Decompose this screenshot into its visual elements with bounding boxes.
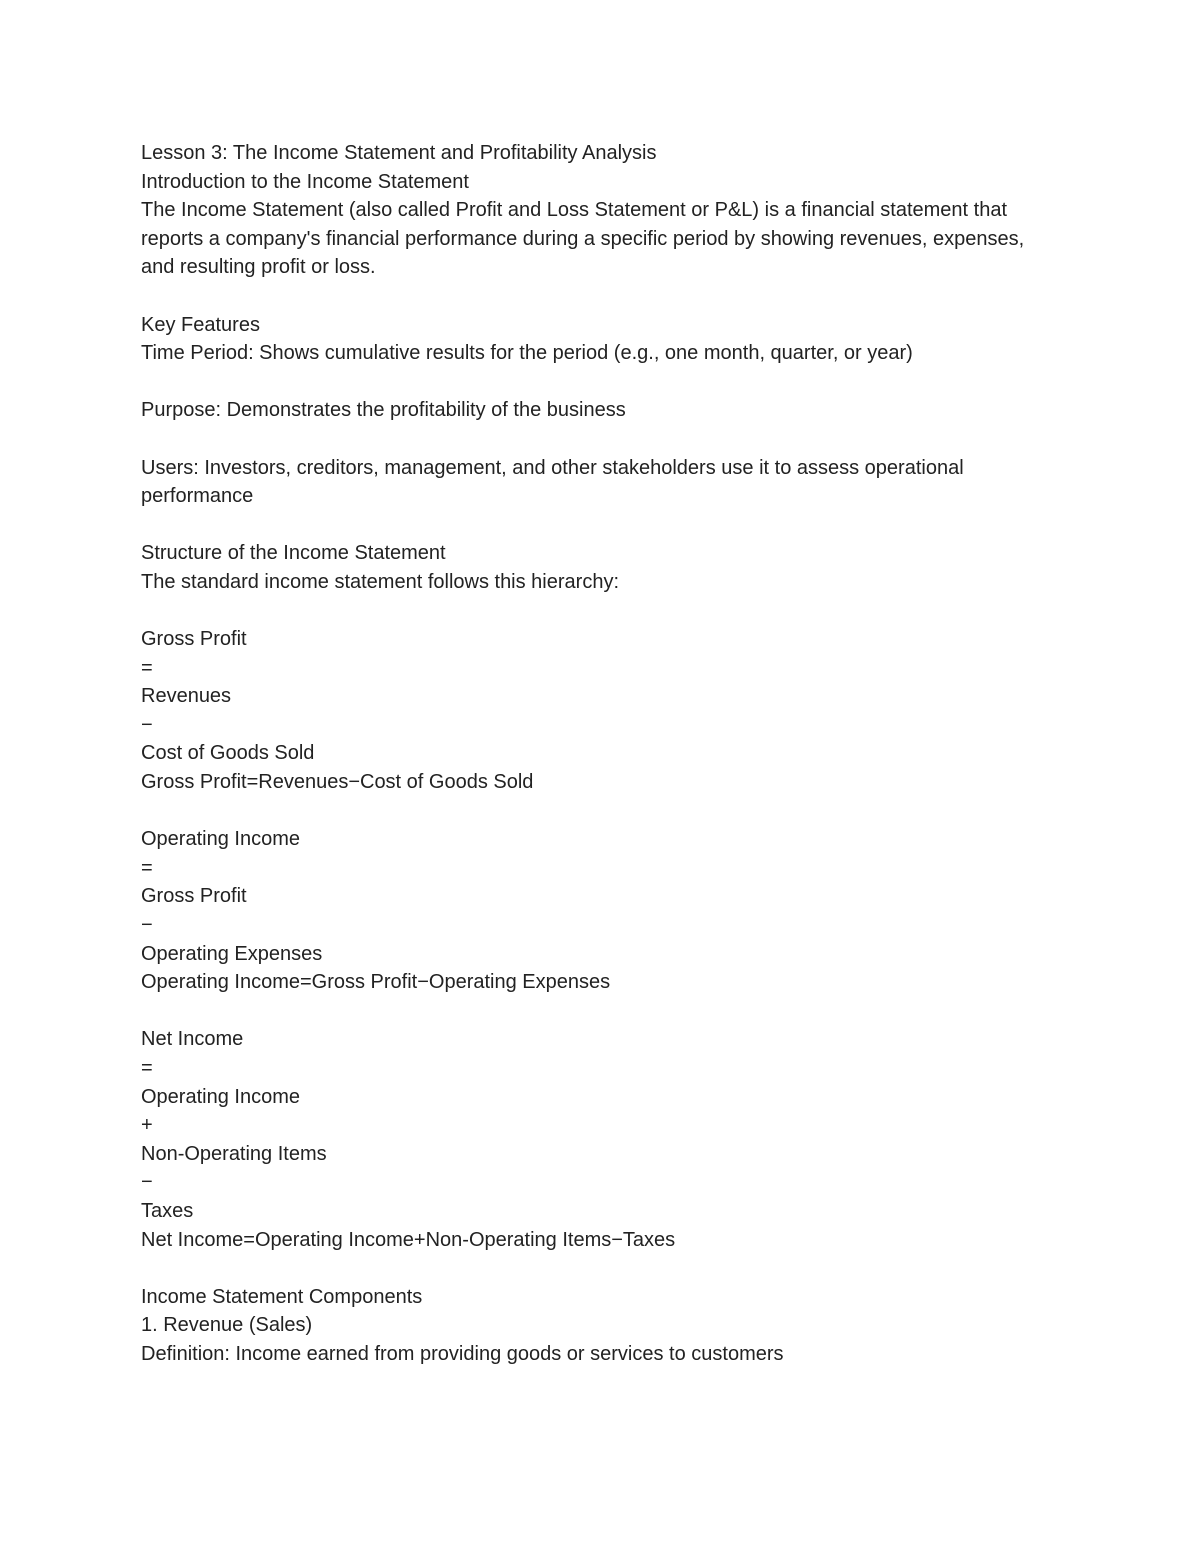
intro-paragraph: The Income Statement (also called Profit and Loss Statement or P&L) is a financial statement that reports a company's financial performance during a specific period by showing revenues, expenses, and resulting profit or loss.	[141, 199, 1030, 279]
operating-income-block	[141, 825, 1051, 997]
key-features-heading: Key Features	[141, 313, 260, 336]
spacer	[141, 997, 1051, 1026]
spacer	[141, 425, 1051, 454]
operating-income-formula: Operating Income=Gross Profit−Operating Expenses	[141, 971, 611, 994]
net-income-term3: Taxes	[141, 1199, 194, 1222]
component-item1-definition: Definition: Income earned from providing goods or services to customers	[141, 1342, 784, 1365]
document-body	[141, 139, 1051, 1369]
net-income-op2: −	[141, 1171, 153, 1194]
gross-profit-term1: Revenues	[141, 685, 232, 708]
gross-profit-result: Gross Profit	[141, 628, 247, 651]
gross-profit-op1: −	[141, 713, 153, 736]
spacer	[141, 511, 1051, 540]
gross-profit-term2: Cost of Goods Sold	[141, 742, 315, 765]
key-feature-time-period: Time Period: Shows cumulative results for the period (e.g., one month, quarter, or year)	[141, 342, 913, 365]
spacer	[141, 368, 1051, 397]
component-item1-title: 1. Revenue (Sales)	[141, 1314, 313, 1337]
components-heading: Income Statement Components	[141, 1285, 423, 1308]
structure-intro: The standard income statement follows this hierarchy:	[141, 570, 619, 593]
operating-income-equals: =	[141, 856, 153, 879]
spacer	[141, 282, 1051, 311]
operating-income-result: Operating Income	[141, 828, 300, 851]
gross-profit-formula: Gross Profit=Revenues−Cost of Goods Sold	[141, 771, 534, 794]
key-feature-users: Users: Investors, creditors, management, and other stakeholders use it to assess operational performance	[141, 456, 970, 508]
spacer	[141, 1254, 1051, 1283]
net-income-term2: Non-Operating Items	[141, 1142, 327, 1165]
net-income-result: Net Income	[141, 1028, 244, 1051]
structure-heading: Structure of the Income Statement	[141, 542, 446, 565]
gross-profit-block	[141, 625, 1051, 797]
lesson-title: Lesson 3: The Income Statement and Profitability Analysis	[141, 142, 657, 164]
spacer	[141, 797, 1051, 826]
operating-income-term1: Gross Profit	[141, 885, 247, 908]
net-income-formula: Net Income=Operating Income+Non-Operating Items−Taxes	[141, 1228, 676, 1251]
net-income-op1: +	[141, 1114, 153, 1137]
intro-heading: Introduction to the Income Statement	[141, 170, 469, 193]
key-feature-purpose: Purpose: Demonstrates the profitability of the business	[141, 399, 626, 422]
operating-income-term2: Operating Expenses	[141, 942, 323, 965]
net-income-equals: =	[141, 1057, 153, 1079]
net-income-term1: Operating Income	[141, 1085, 300, 1108]
gross-profit-equals: =	[141, 656, 153, 679]
operating-income-op1: −	[141, 914, 153, 937]
net-income-block	[141, 1025, 1051, 1254]
spacer	[141, 597, 1051, 626]
